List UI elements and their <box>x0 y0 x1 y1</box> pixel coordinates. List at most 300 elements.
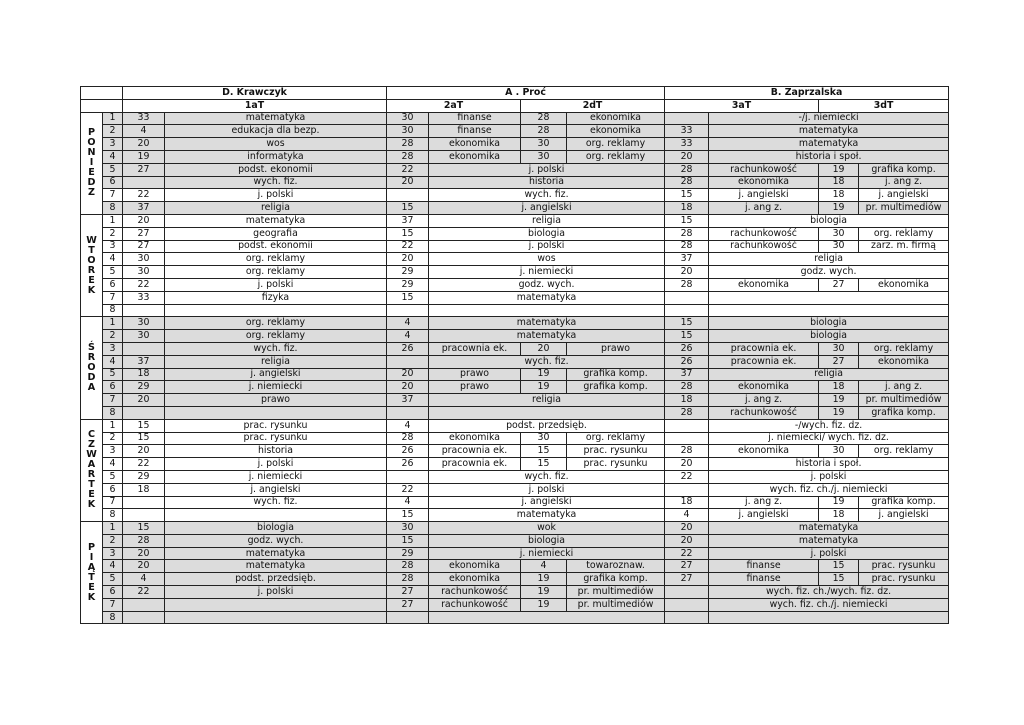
room-number: 20 <box>665 266 709 279</box>
room-number: 28 <box>665 445 709 458</box>
lesson-number: 4 <box>103 560 123 573</box>
room-number: 28 <box>521 112 567 125</box>
room-number: 27 <box>819 355 859 368</box>
room-number: 18 <box>819 176 859 189</box>
room-number: 18 <box>123 483 165 496</box>
lesson-row <box>81 278 949 291</box>
subject: grafika komp. <box>859 163 949 176</box>
room-number: 22 <box>665 547 709 560</box>
subject: historia <box>429 176 665 189</box>
subject <box>165 598 387 611</box>
subject: matematyka <box>429 509 665 522</box>
subject: j. polski <box>165 458 387 471</box>
room-number: 29 <box>387 278 429 291</box>
lesson-row <box>81 240 949 253</box>
subject: prac. rysunku <box>859 560 949 573</box>
lesson-row <box>81 547 949 560</box>
subject: rachunkowość <box>709 163 819 176</box>
room-number: 4 <box>123 125 165 138</box>
lesson-row <box>81 317 949 330</box>
room-number: 20 <box>387 368 429 381</box>
lesson-number: 7 <box>103 598 123 611</box>
room-number: 26 <box>665 342 709 355</box>
lesson-row <box>81 112 949 125</box>
subject: matematyka <box>709 125 949 138</box>
subject: matematyka <box>165 547 387 560</box>
room-number: 15 <box>819 560 859 573</box>
room-number <box>123 496 165 509</box>
lesson-number: 2 <box>103 330 123 343</box>
room-number: 15 <box>521 458 567 471</box>
lesson-row <box>81 598 949 611</box>
subject: pracownia ek. <box>429 458 521 471</box>
room-number <box>123 509 165 522</box>
subject: wos <box>429 253 665 266</box>
room-number <box>665 598 709 611</box>
subject: prac. rysunku <box>165 419 387 432</box>
subject: pracownia ek. <box>709 355 819 368</box>
lesson-number: 5 <box>103 266 123 279</box>
subject: rachunkowość <box>709 227 819 240</box>
lesson-number: 4 <box>103 253 123 266</box>
subject: ekonomika <box>709 176 819 189</box>
subject: matematyka <box>709 522 949 535</box>
subject: matematyka <box>429 330 665 343</box>
subject: pracownia ek. <box>709 342 819 355</box>
room-number: 15 <box>123 432 165 445</box>
subject: matematyka <box>429 317 665 330</box>
room-number: 33 <box>665 138 709 151</box>
room-number: 19 <box>521 381 567 394</box>
subject: prawo <box>429 381 521 394</box>
room-number <box>123 598 165 611</box>
timetable-table <box>80 86 949 624</box>
subject: j. angielski <box>709 509 819 522</box>
room-number: 30 <box>521 150 567 163</box>
lesson-number: 2 <box>103 534 123 547</box>
lesson-number: 6 <box>103 483 123 496</box>
room-number: 19 <box>521 573 567 586</box>
subject: finanse <box>429 125 521 138</box>
room-number <box>123 304 165 317</box>
subject <box>165 304 387 317</box>
subject: ekonomika <box>429 150 521 163</box>
room-number: 30 <box>819 445 859 458</box>
subject: ekonomika <box>429 432 521 445</box>
room-number <box>387 611 429 624</box>
subject: finanse <box>429 112 521 125</box>
lesson-row <box>81 483 949 496</box>
subject: ekonomika <box>567 112 665 125</box>
room-number: 22 <box>123 586 165 599</box>
subject: towaroznaw. <box>567 560 665 573</box>
subject: pr. multimediów <box>859 394 949 407</box>
subject <box>165 611 387 624</box>
room-number <box>665 419 709 432</box>
subject: informatyka <box>165 150 387 163</box>
subject: org. reklamy <box>567 138 665 151</box>
room-number: 15 <box>387 534 429 547</box>
room-number: 19 <box>521 586 567 599</box>
room-number: 26 <box>387 458 429 471</box>
room-number: 27 <box>665 573 709 586</box>
room-number: 30 <box>819 342 859 355</box>
room-number: 18 <box>123 368 165 381</box>
subject: religia <box>709 253 949 266</box>
room-number: 37 <box>387 214 429 227</box>
room-number <box>387 304 429 317</box>
room-number: 20 <box>123 560 165 573</box>
room-number: 15 <box>521 445 567 458</box>
subject: j. ang z. <box>709 202 819 215</box>
subject: pracownia ek. <box>429 342 521 355</box>
subject: wych. fiz. <box>429 470 665 483</box>
lesson-row <box>81 150 949 163</box>
room-number: 30 <box>521 432 567 445</box>
subject: matematyka <box>165 560 387 573</box>
subject: rachunkowość <box>709 240 819 253</box>
lesson-number: 4 <box>103 355 123 368</box>
timetable-sheet <box>80 86 948 623</box>
room-number: 22 <box>387 483 429 496</box>
room-number: 18 <box>665 394 709 407</box>
subject: wych. fiz. <box>165 176 387 189</box>
room-number: 22 <box>123 458 165 471</box>
room-number: 28 <box>387 432 429 445</box>
subject: prac. rysunku <box>567 458 665 471</box>
subject: wych. fiz. ch./j. niemiecki <box>709 483 949 496</box>
subject: j. angielski <box>429 202 665 215</box>
lesson-number: 4 <box>103 458 123 471</box>
room-number: 26 <box>665 355 709 368</box>
lesson-row <box>81 496 949 509</box>
lesson-row <box>81 189 949 202</box>
lesson-number: 2 <box>103 432 123 445</box>
room-number: 20 <box>387 253 429 266</box>
room-number: 26 <box>387 445 429 458</box>
room-number: 28 <box>665 227 709 240</box>
room-number: 33 <box>665 125 709 138</box>
subject: j. polski <box>165 586 387 599</box>
subject: j. angielski <box>429 496 665 509</box>
subject: j. angielski <box>859 509 949 522</box>
subject: wych. fiz. ch./j. niemiecki <box>709 598 949 611</box>
room-number: 28 <box>665 406 709 419</box>
room-number: 37 <box>387 394 429 407</box>
subject: -/j. niemiecki <box>709 112 949 125</box>
room-number: 27 <box>819 278 859 291</box>
subject: j. ang z. <box>859 381 949 394</box>
room-number: 15 <box>123 522 165 535</box>
subject: org. reklamy <box>165 317 387 330</box>
subject: religia <box>165 355 387 368</box>
header-corner <box>81 99 123 112</box>
lesson-row <box>81 330 949 343</box>
lesson-row <box>81 406 949 419</box>
subject: rachunkowość <box>429 586 521 599</box>
subject: org. reklamy <box>165 266 387 279</box>
subject: religia <box>709 368 949 381</box>
room-number: 15 <box>387 227 429 240</box>
lesson-number: 3 <box>103 342 123 355</box>
lesson-row <box>81 342 949 355</box>
room-number: 20 <box>665 534 709 547</box>
lesson-number: 8 <box>103 611 123 624</box>
room-number: 19 <box>819 163 859 176</box>
subject: prawo <box>567 342 665 355</box>
subject: ekonomika <box>429 138 521 151</box>
room-number: 20 <box>665 522 709 535</box>
subject: pracownia ek. <box>429 445 521 458</box>
room-number: 20 <box>387 176 429 189</box>
subject <box>165 406 387 419</box>
room-number: 20 <box>123 394 165 407</box>
room-number: 18 <box>665 496 709 509</box>
subject: grafika komp. <box>859 496 949 509</box>
subject: historia <box>165 445 387 458</box>
subject: podst. przedsięb. <box>429 419 665 432</box>
room-number: 18 <box>819 189 859 202</box>
subject: -/wych. fiz. dz. <box>709 419 949 432</box>
room-number <box>123 176 165 189</box>
room-number: 19 <box>123 150 165 163</box>
room-number: 28 <box>521 125 567 138</box>
lesson-row <box>81 534 949 547</box>
room-number: 19 <box>521 598 567 611</box>
subject: biologia <box>429 534 665 547</box>
lesson-row <box>81 291 949 304</box>
lesson-row <box>81 560 949 573</box>
room-number: 30 <box>521 138 567 151</box>
lesson-row <box>81 368 949 381</box>
subject <box>429 406 665 419</box>
room-number: 15 <box>387 509 429 522</box>
subject: biologia <box>429 227 665 240</box>
subject: wych. fiz. <box>429 189 665 202</box>
subject: historia i społ. <box>709 150 949 163</box>
room-number: 19 <box>819 406 859 419</box>
subject: religia <box>429 214 665 227</box>
subject: ekonomika <box>429 573 521 586</box>
lesson-row <box>81 176 949 189</box>
room-number: 4 <box>387 496 429 509</box>
lesson-row <box>81 611 949 624</box>
room-number: 18 <box>819 509 859 522</box>
lesson-number: 1 <box>103 317 123 330</box>
lesson-row <box>81 586 949 599</box>
subject: wych. fiz. <box>165 342 387 355</box>
room-number <box>387 406 429 419</box>
room-number: 27 <box>123 163 165 176</box>
lesson-row <box>81 445 949 458</box>
room-number: 37 <box>665 253 709 266</box>
room-number <box>123 406 165 419</box>
room-number <box>665 432 709 445</box>
room-number: 20 <box>123 547 165 560</box>
room-number: 28 <box>665 381 709 394</box>
subject <box>709 291 949 304</box>
subject: org. reklamy <box>567 150 665 163</box>
room-number <box>665 586 709 599</box>
room-number: 30 <box>123 330 165 343</box>
subject: matematyka <box>709 534 949 547</box>
room-number: 20 <box>521 342 567 355</box>
room-number <box>387 355 429 368</box>
subject: j. polski <box>165 278 387 291</box>
subject: grafika komp. <box>567 368 665 381</box>
lesson-number: 7 <box>103 291 123 304</box>
lesson-number: 8 <box>103 304 123 317</box>
subject: prac. rysunku <box>165 432 387 445</box>
subject: godz. wych. <box>709 266 949 279</box>
room-number: 4 <box>387 330 429 343</box>
subject: wok <box>429 522 665 535</box>
room-number: 15 <box>665 189 709 202</box>
room-number <box>123 611 165 624</box>
room-number: 30 <box>123 317 165 330</box>
subject: j. niemiecki <box>429 547 665 560</box>
subject <box>709 611 949 624</box>
header-corner <box>81 87 123 100</box>
lesson-row <box>81 304 949 317</box>
subject: prawo <box>429 368 521 381</box>
room-number: 22 <box>387 163 429 176</box>
room-number: 4 <box>665 509 709 522</box>
subject: rachunkowość <box>429 598 521 611</box>
room-number: 22 <box>123 278 165 291</box>
subject: wos <box>165 138 387 151</box>
room-number: 22 <box>123 189 165 202</box>
subject: ekonomika <box>859 355 949 368</box>
class-name: 1aT <box>123 99 387 112</box>
class-name: 2dT <box>521 99 665 112</box>
room-number <box>123 342 165 355</box>
subject <box>429 304 665 317</box>
subject: biologia <box>709 214 949 227</box>
room-number: 28 <box>387 150 429 163</box>
day-label: P I Ą T E K <box>81 522 103 624</box>
room-number <box>387 189 429 202</box>
room-number: 20 <box>665 150 709 163</box>
subject: ekonomika <box>859 278 949 291</box>
lesson-row <box>81 394 949 407</box>
room-number: 22 <box>387 240 429 253</box>
lesson-number: 2 <box>103 125 123 138</box>
subject: biologia <box>165 522 387 535</box>
subject: fizyka <box>165 291 387 304</box>
room-number: 18 <box>665 202 709 215</box>
subject: ekonomika <box>709 381 819 394</box>
subject: j. polski <box>709 470 949 483</box>
lesson-number: 5 <box>103 163 123 176</box>
room-number: 28 <box>387 573 429 586</box>
subject <box>709 304 949 317</box>
room-number: 33 <box>123 291 165 304</box>
subject: prac. rysunku <box>859 573 949 586</box>
room-number <box>665 304 709 317</box>
subject: matematyka <box>165 214 387 227</box>
subject: ekonomika <box>429 560 521 573</box>
room-number: 28 <box>665 240 709 253</box>
subject: org. reklamy <box>859 342 949 355</box>
lesson-number: 1 <box>103 214 123 227</box>
day-label: C Z W A R T E K <box>81 419 103 521</box>
lesson-number: 6 <box>103 176 123 189</box>
lesson-row <box>81 227 949 240</box>
subject: j. niemiecki <box>165 470 387 483</box>
subject: wych. fiz. <box>429 355 665 368</box>
subject: j. polski <box>429 483 665 496</box>
subject: j. angielski <box>859 189 949 202</box>
class-name: 2aT <box>387 99 521 112</box>
room-number: 15 <box>387 291 429 304</box>
room-number: 19 <box>819 394 859 407</box>
lesson-number: 5 <box>103 368 123 381</box>
lesson-number: 3 <box>103 445 123 458</box>
room-number: 22 <box>665 470 709 483</box>
room-number: 29 <box>387 547 429 560</box>
subject: biologia <box>709 330 949 343</box>
day-label: P O N I E D Z <box>81 112 103 214</box>
room-number: 15 <box>123 419 165 432</box>
class-name: 3dT <box>819 99 949 112</box>
lesson-number: 1 <box>103 522 123 535</box>
subject: j. niemiecki <box>165 381 387 394</box>
subject <box>429 611 665 624</box>
subject: finanse <box>709 560 819 573</box>
lesson-number: 7 <box>103 189 123 202</box>
subject: wych. fiz. <box>165 496 387 509</box>
room-number: 27 <box>387 586 429 599</box>
room-number <box>665 112 709 125</box>
subject: ekonomika <box>709 445 819 458</box>
subject: ekonomika <box>567 125 665 138</box>
subject: j. angielski <box>709 189 819 202</box>
lesson-row <box>81 522 949 535</box>
room-number: 27 <box>665 560 709 573</box>
lesson-row <box>81 470 949 483</box>
subject <box>165 509 387 522</box>
header-teachers <box>81 87 949 100</box>
subject: rachunkowość <box>709 406 819 419</box>
lesson-row <box>81 381 949 394</box>
room-number: 37 <box>665 368 709 381</box>
subject: j. angielski <box>165 483 387 496</box>
room-number: 19 <box>819 496 859 509</box>
subject: godz. wych. <box>429 278 665 291</box>
room-number: 30 <box>387 522 429 535</box>
room-number: 28 <box>665 278 709 291</box>
room-number: 37 <box>123 355 165 368</box>
room-number: 4 <box>387 317 429 330</box>
subject: grafika komp. <box>859 406 949 419</box>
subject: pr. multimediów <box>567 586 665 599</box>
lesson-row <box>81 138 949 151</box>
lesson-number: 6 <box>103 586 123 599</box>
lesson-row <box>81 355 949 368</box>
subject: j. polski <box>429 240 665 253</box>
room-number: 29 <box>123 470 165 483</box>
subject: j. polski <box>709 547 949 560</box>
subject: geografia <box>165 227 387 240</box>
day-label: W T O R E K <box>81 214 103 316</box>
subject: godz. wych. <box>165 534 387 547</box>
subject: j. ang z. <box>859 176 949 189</box>
lesson-number: 4 <box>103 150 123 163</box>
lesson-number: 3 <box>103 547 123 560</box>
lesson-number: 3 <box>103 138 123 151</box>
room-number: 28 <box>123 534 165 547</box>
